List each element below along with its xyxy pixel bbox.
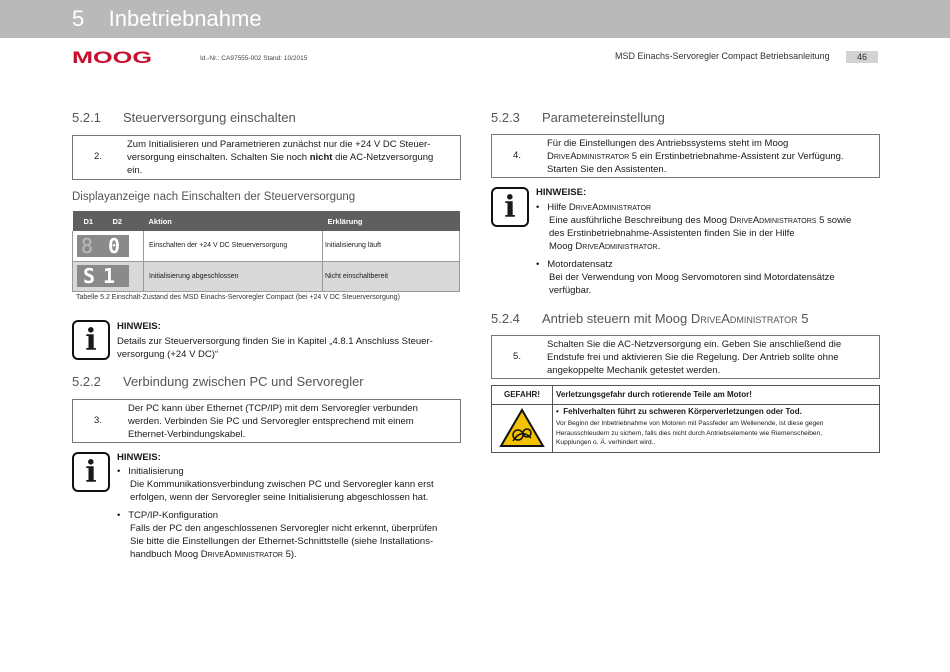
- text-part: 5 sowie: [816, 215, 852, 226]
- table-header-cell: Aktion: [148, 216, 172, 226]
- step-number: 3.: [94, 415, 102, 426]
- bullet-item: • TCP/IP-Konfiguration: [117, 510, 219, 521]
- product-name: DriveAdministrator: [200, 549, 283, 560]
- step-box-5: [491, 335, 880, 379]
- doc-id: Id.-Nr.: CA97555-002 Stand: 10/2015: [200, 55, 308, 62]
- display-table: [72, 211, 460, 292]
- bullet-line: Sie bitte die Einstellungen der Ethernet-Schnittstelle (siehe Installations-: [130, 536, 434, 547]
- section-number: 5.2.2: [72, 374, 101, 389]
- hint-label: HINWEIS:: [117, 321, 161, 332]
- table-row: [73, 231, 460, 261]
- danger-text: [556, 419, 823, 448]
- section-heading: Verbindung zwischen PC und Servoregler: [123, 374, 364, 389]
- bullet-title: Initialisierung: [128, 466, 184, 477]
- table-cell-erklaerung: Initialisierung läuft: [323, 231, 460, 261]
- step-line: werden. Verbinden Sie PC und Servoregler entsprechend mit einem: [128, 416, 414, 427]
- display-heading: Displayanzeige nach Einschalten der Steuerversorgung: [72, 191, 356, 203]
- text-part: 5 ein Erstinbetriebnahme-Assistent zur Verfügung.: [629, 151, 844, 162]
- step-text-part: die AC-Netzversorgung: [332, 152, 434, 163]
- bullet-line: verfügbar.: [549, 285, 592, 296]
- step-number: 2.: [94, 151, 102, 162]
- hint-bullets: [536, 201, 881, 297]
- step-line: Der PC kann über Ethernet (TCP/IP) mit dem Servoregler verbunden: [128, 403, 418, 414]
- display-cell: [73, 231, 144, 261]
- bullet-title: Hilfe: [547, 202, 569, 213]
- hint-bullets: [117, 465, 462, 561]
- moog-logo: [72, 48, 154, 66]
- step-text: [547, 338, 877, 377]
- step-line: [547, 150, 877, 163]
- step-box-3: [72, 399, 461, 443]
- step-line: ein.: [127, 165, 143, 176]
- danger-label: GEFAHR!: [492, 386, 553, 405]
- text-part: .: [657, 241, 661, 252]
- danger-divider: [552, 404, 553, 452]
- step-line: Zum Initialisieren und Parametrieren zunächst nur die +24 V DC Steuer-: [127, 139, 431, 150]
- logo-text: MOOG: [72, 48, 152, 66]
- hint-label: HINWEISE:: [536, 187, 587, 198]
- step-line: angekoppelte Mechanik getestet werden.: [547, 365, 721, 376]
- product-name: DriveAdministrator: [690, 311, 798, 326]
- manual-title: MSD Einachs-Servoregler Compact Betriebsanleitung: [615, 51, 830, 61]
- bullet-line: [536, 240, 881, 253]
- display-digit-off: 8: [81, 233, 94, 258]
- product-name: DriveAdministrators: [729, 215, 817, 226]
- table-cell-aktion: Einschalten der +24 V DC Steuerversorgung: [144, 231, 323, 261]
- section-heading: Steuerversorgung einschalten: [123, 110, 296, 125]
- text-part: 5).: [282, 549, 297, 560]
- text-part: handbuch Moog: [130, 549, 201, 560]
- table-header-cell: D2: [112, 216, 123, 226]
- info-icon: i: [491, 187, 529, 227]
- step-text: [128, 402, 458, 441]
- section-title-5-2-4: [491, 311, 808, 326]
- danger-line: Herausschleudern zu sichern, falls dies nicht durch Antriebselemente wie Riemenscheiben,: [556, 429, 823, 437]
- table-header-cell: D1: [83, 216, 94, 226]
- bullet-title: TCP/IP-Konfiguration: [128, 510, 219, 521]
- page-number: 46: [846, 51, 878, 63]
- text-part: Moog: [549, 241, 576, 252]
- display-cell: [73, 261, 144, 291]
- bullet-title: Motordatensatz: [547, 259, 613, 270]
- table-cell-erklaerung: Nicht einschaltbereit: [323, 261, 460, 291]
- step-line: Schalten Sie die AC-Netzversorgung ein. Geben Sie anschließend die: [547, 339, 842, 350]
- step-line: Ethernet-Verbindungskabel.: [128, 429, 246, 440]
- section-number: 5.2.4: [491, 311, 520, 326]
- table-row: [73, 261, 460, 291]
- text-part: Eine ausführliche Beschreibung des Moog: [549, 215, 730, 226]
- bullet-line: [117, 548, 462, 561]
- danger-line: Vor Beginn der Inbetriebnahme von Motoren mit Passfeder am Wellenende, ist diese gegen: [556, 420, 824, 427]
- section-number: 5.2.1: [72, 110, 101, 125]
- bullet-item: • Hilfe DriveAdministrator: [536, 202, 652, 213]
- danger-title: Verletzungsgefahr durch rotierende Teile am Motor!: [553, 386, 879, 405]
- hint-line: versorgung (+24 V DC)“: [117, 349, 219, 360]
- hint-text: [117, 335, 457, 361]
- step-text: [127, 138, 457, 177]
- bullet-line: erfolgen, wenn der Servoregler seine Initialisierung abgeschlossen hat.: [130, 492, 429, 503]
- bullet-item: • Motordatensatz: [536, 259, 613, 270]
- step-box-4: [491, 134, 880, 178]
- table-caption: Tabelle 5.2 Einschalt-Zustand des MSD Einachs-Servoregler Compact (bei +24 V DC Steuerversorgung): [76, 294, 400, 301]
- step-number: 5.: [513, 351, 521, 362]
- bullet-line: [536, 214, 881, 227]
- table-cell-aktion: Initialisierung abgeschlossen: [144, 261, 323, 291]
- product-name: DriveAdministrator: [568, 202, 652, 213]
- section-heading: 5: [797, 311, 809, 326]
- display-digit: 0: [108, 233, 121, 258]
- step-text-part: versorgung einschalten. Schalten Sie noch: [127, 152, 310, 163]
- table-header-cell: Erklärung: [327, 216, 363, 226]
- hint-line: Details zur Steuerversorgung finden Sie in Kapitel „4.8.1 Anschluss Steuer-: [117, 336, 433, 347]
- section-title-5-2-1: [72, 110, 296, 125]
- info-icon: i: [72, 320, 110, 360]
- display-digit: S1: [83, 264, 124, 288]
- section-number: 5.2.3: [491, 110, 520, 125]
- product-name: DriveAdministrator: [547, 151, 630, 162]
- step-line: Endstufe frei und aktivieren Sie die Regelung. Der Antrieb sollte ohne: [547, 352, 839, 363]
- section-title-5-2-2: [72, 374, 364, 389]
- danger-box: [491, 385, 880, 453]
- bullet-line: Bei der Verwendung von Moog Servomotoren sind Motordatensätze: [549, 272, 835, 283]
- bullet-line: Die Kommunikationsverbindung zwischen PC und Servoregler kann erst: [130, 479, 434, 490]
- danger-bullet: • Fehlverhalten führt zu schweren Körperverletzungen oder Tod.: [556, 407, 802, 416]
- step-text: [547, 137, 877, 176]
- seven-segment-display: [77, 235, 129, 257]
- chapter-title: 5 Inbetriebnahme: [72, 6, 262, 31]
- table-header-row: [73, 211, 460, 231]
- product-name: DriveAdministrator: [575, 241, 658, 252]
- danger-bullet-text: Fehlverhalten führt zu schweren Körperverletzungen oder Tod.: [563, 407, 802, 416]
- step-box-2: [72, 135, 461, 180]
- bullet-item: • Initialisierung: [117, 466, 184, 477]
- section-heading: Parametereinstellung: [542, 110, 665, 125]
- rotating-parts-warning-icon: [499, 408, 545, 448]
- step-line: Starten Sie den Assistenten.: [547, 164, 667, 175]
- seven-segment-display: [77, 265, 129, 287]
- bullet-line: Falls der PC den angeschlossenen Servoregler nicht erkennt, überprüfen: [130, 523, 438, 534]
- info-icon: i: [72, 452, 110, 492]
- bullet-line: des Erstinbetriebnahme-Assistenten finden Sie in der Hilfe: [549, 228, 795, 239]
- section-heading: Antrieb steuern mit Moog: [542, 311, 691, 326]
- step-emphasis: nicht: [309, 152, 333, 163]
- hint-label: HINWEIS:: [117, 452, 161, 463]
- danger-line: Kupplungen o. Ä. verhindert wird..: [556, 439, 656, 446]
- step-line: Für die Einstellungen des Antriebssystems steht im Moog: [547, 138, 789, 149]
- step-line: [127, 151, 457, 164]
- section-title-5-2-3: [491, 110, 665, 125]
- step-number: 4.: [513, 150, 521, 161]
